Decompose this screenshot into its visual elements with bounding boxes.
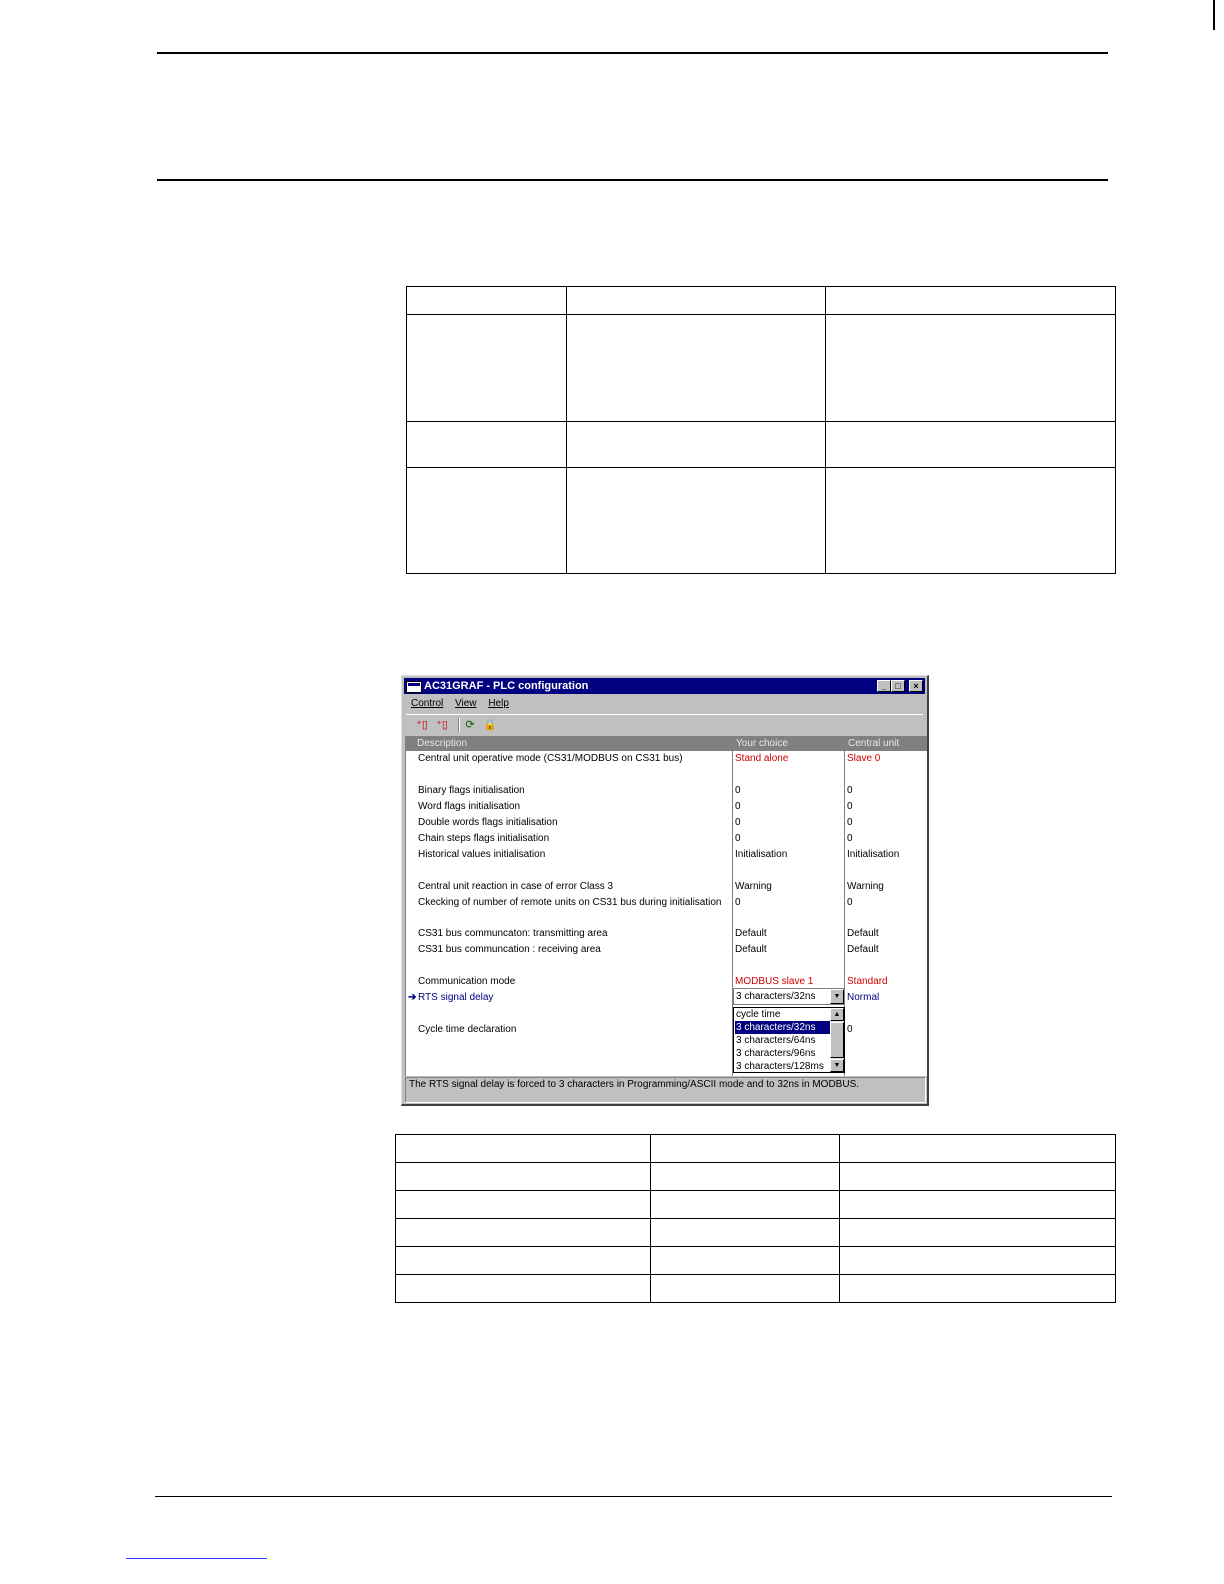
column-header-central-unit[interactable]: Central unit (845, 737, 927, 751)
row-your-choice[interactable]: 0 (735, 833, 741, 844)
column-header-your-choice[interactable]: Your choice (733, 737, 844, 751)
empty-table-top (406, 286, 1116, 574)
footer-link-underline[interactable] (126, 1558, 267, 1559)
table-cell (407, 422, 567, 468)
row-your-choice[interactable]: 0 (735, 801, 741, 812)
row-description: RTS signal delay (418, 992, 494, 1003)
row-description: Cycle time declaration (418, 1024, 517, 1035)
add-block-icon[interactable]: ⁺▯ (416, 719, 428, 731)
menu-bar (406, 696, 923, 712)
status-bar: The RTS signal delay is forced to 3 characters in Programming/ASCII mode and to 32ns in MODBUS. (405, 1077, 926, 1103)
table-cell (826, 468, 1116, 574)
menu-view[interactable]: View (455, 698, 477, 709)
table-cell (567, 468, 826, 574)
row-central-unit: Warning (847, 881, 884, 892)
table-cell (840, 1163, 1116, 1191)
rts-delay-value: 3 characters/32ns (736, 991, 816, 1002)
chevron-down-icon[interactable]: ▼ (830, 989, 844, 1004)
table-cell (651, 1275, 840, 1303)
table-cell (396, 1163, 651, 1191)
row-description: Double words flags initialisation (418, 817, 558, 828)
row-your-choice[interactable]: 0 (735, 897, 741, 908)
row-central-unit: Initialisation (847, 849, 900, 860)
table-cell (651, 1219, 840, 1247)
row-your-choice[interactable]: Initialisation (735, 849, 788, 860)
table-cell (826, 287, 1116, 315)
row-your-choice[interactable]: Stand alone (735, 753, 789, 764)
close-button[interactable]: × (909, 680, 923, 692)
row-central-unit: 0 (847, 1024, 853, 1035)
table-cell (840, 1275, 1116, 1303)
table-cell (407, 287, 567, 315)
scroll-up-icon[interactable]: ▲ (830, 1008, 844, 1021)
row-central-unit: Default (847, 928, 879, 939)
dropdown-scrollbar[interactable] (830, 1008, 844, 1072)
row-description: Communication mode (418, 976, 516, 987)
title-bar[interactable] (404, 678, 925, 694)
app-icon (406, 681, 422, 693)
table-cell (567, 315, 826, 422)
row-description: Chain steps flags initialisation (418, 833, 550, 844)
table-cell (396, 1275, 651, 1303)
row-central-unit: Default (847, 944, 879, 955)
row-central-unit: 0 (847, 785, 853, 796)
row-your-choice[interactable]: 0 (735, 817, 741, 828)
row-your-choice[interactable]: MODBUS slave 1 (735, 976, 814, 987)
row-central-unit: 0 (847, 801, 853, 812)
table-cell (396, 1191, 651, 1219)
table-cell (840, 1135, 1116, 1163)
toolbar-separator (458, 718, 460, 732)
page-edge-mark (1213, 0, 1215, 30)
row-your-choice[interactable]: Default (735, 928, 767, 939)
row-central-unit: Slave 0 (847, 753, 881, 764)
table-cell (407, 468, 567, 574)
row-central-unit: Standard (847, 976, 888, 987)
table-cell (396, 1219, 651, 1247)
row-central-unit: 0 (847, 897, 853, 908)
row-description: Central unit reaction in case of error Class 3 (418, 881, 614, 892)
minimize-button[interactable]: _ (877, 680, 891, 692)
dropdown-option[interactable]: cycle time (736, 1009, 781, 1020)
row-your-choice[interactable]: 0 (735, 785, 741, 796)
current-row-arrow-icon: ➔ (408, 992, 417, 1003)
row-central-unit: 0 (847, 833, 853, 844)
footer-rule (155, 1496, 1112, 1497)
toolbar (406, 714, 923, 735)
dropdown-option-selected[interactable]: 3 characters/32ns (735, 1021, 830, 1034)
lock-icon[interactable]: 🔒 (483, 719, 497, 731)
rts-delay-dropdown (733, 1007, 845, 1073)
remove-block-icon[interactable]: ⁺▯ (436, 719, 448, 731)
row-your-choice[interactable]: Warning (735, 881, 772, 892)
table-cell (826, 315, 1116, 422)
table-cell (840, 1247, 1116, 1275)
row-description: CS31 bus communcaton: transmitting area (418, 928, 608, 939)
row-your-choice[interactable]: Default (735, 944, 767, 955)
empty-table-bottom (395, 1134, 1116, 1303)
menu-help[interactable]: Help (488, 698, 509, 709)
row-central-unit: Normal (847, 992, 880, 1003)
table-cell (396, 1135, 651, 1163)
row-description: Word flags initialisation (418, 801, 521, 812)
table-cell (567, 287, 826, 315)
dropdown-option[interactable]: 3 characters/64ns (736, 1035, 816, 1046)
dropdown-option[interactable]: 3 characters/128ms (736, 1061, 824, 1072)
table-cell (567, 422, 826, 468)
refresh-icon[interactable]: ⟳ (465, 719, 475, 731)
rts-delay-select[interactable] (733, 988, 845, 1005)
row-description: Ckecking of number of remote units on CS31 bus during initialisation (418, 897, 722, 908)
row-description: CS31 bus communcation : receiving area (418, 944, 601, 955)
table-cell (840, 1191, 1116, 1219)
header-rule-top (157, 52, 1108, 54)
table-cell (826, 422, 1116, 468)
table-cell (840, 1219, 1116, 1247)
table-cell (651, 1135, 840, 1163)
menu-control[interactable]: Control (411, 698, 444, 709)
column-header-description[interactable]: Description (406, 737, 732, 751)
row-description: Central unit operative mode (CS31/MODBUS on CS31 bus) (418, 753, 683, 764)
row-central-unit: 0 (847, 817, 853, 828)
row-description: Historical values initialisation (418, 849, 546, 860)
scroll-down-icon[interactable]: ▼ (830, 1059, 844, 1072)
table-cell (651, 1247, 840, 1275)
dropdown-option[interactable]: 3 characters/96ns (736, 1048, 816, 1059)
row-description: Binary flags initialisation (418, 785, 525, 796)
plc-configuration-window (401, 675, 929, 1106)
scroll-thumb[interactable] (830, 1022, 844, 1058)
table-cell (396, 1247, 651, 1275)
table-cell (651, 1163, 840, 1191)
window-title: AC31GRAF - PLC configuration (424, 680, 589, 692)
table-cell (407, 315, 567, 422)
table-cell (651, 1191, 840, 1219)
header-rule-bottom (157, 179, 1108, 181)
configuration-grid (405, 736, 927, 1076)
maximize-button[interactable]: □ (891, 680, 905, 692)
